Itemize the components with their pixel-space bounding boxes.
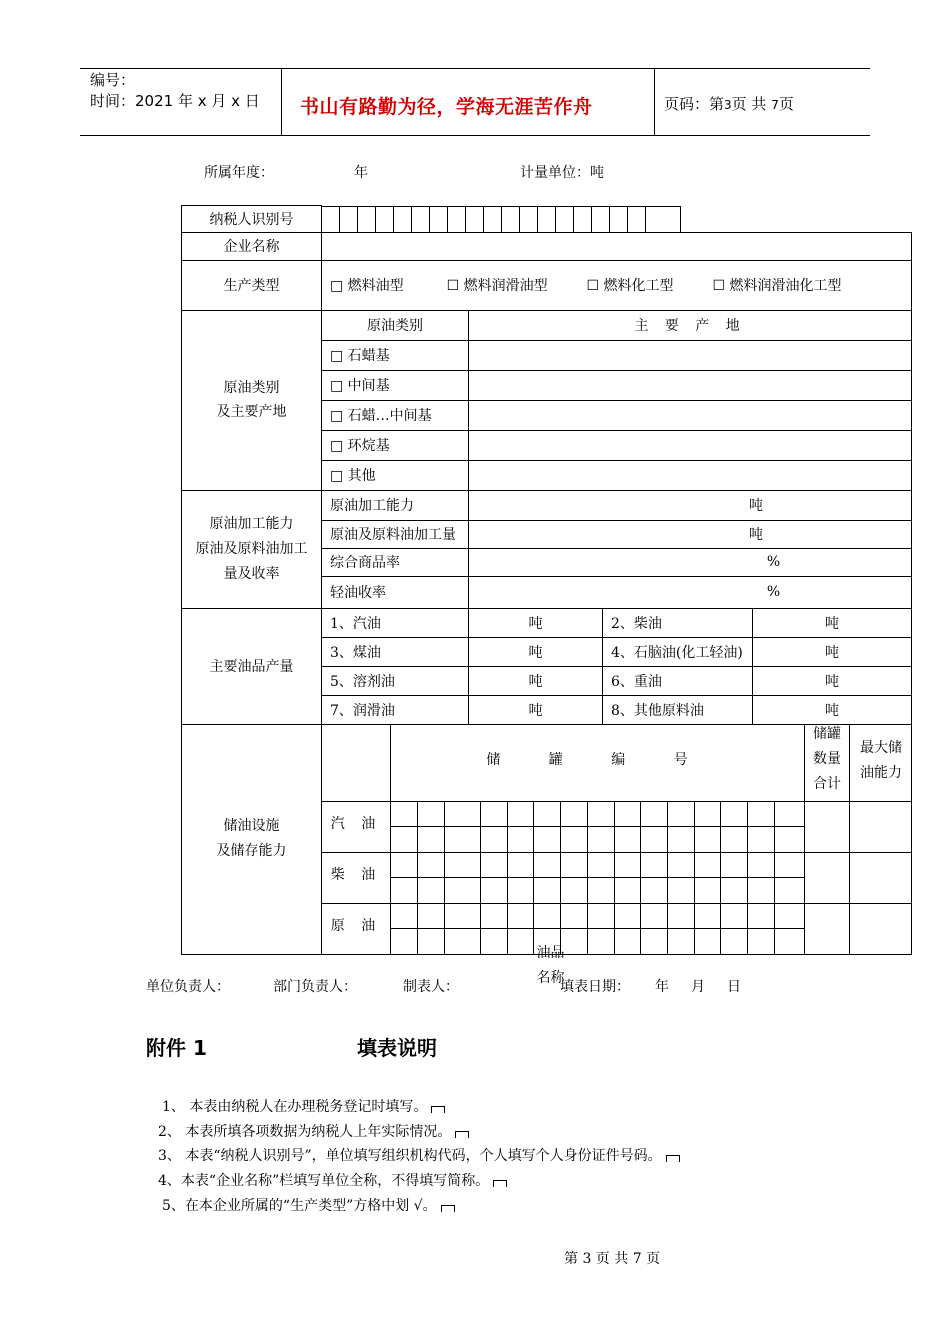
origin-header: 主 要 产 地 bbox=[469, 310, 912, 340]
crude-type-other[interactable]: □ 其他 bbox=[322, 460, 469, 490]
paragraph-mark-icon bbox=[493, 1180, 507, 1187]
taxpayer-id-field[interactable] bbox=[322, 206, 912, 233]
output-field-naphtha[interactable]: 吨 bbox=[753, 637, 912, 666]
processing-volume-field[interactable]: 吨 bbox=[469, 520, 912, 548]
output-label-diesel: 2、柴油 bbox=[603, 608, 753, 637]
production-type-fuel-lube[interactable]: ☐ 燃料润滑油型 bbox=[446, 278, 548, 294]
output-label-other-feed: 8、其他原料油 bbox=[603, 695, 753, 724]
production-type-fuel-chem[interactable]: ☐ 燃料化工型 bbox=[586, 278, 674, 294]
capacity-field[interactable]: 吨 bbox=[469, 490, 912, 520]
year-label: 所属年度： bbox=[204, 165, 274, 181]
unit-head-label: 单位负责人： bbox=[146, 979, 230, 995]
fill-date-month: 月 bbox=[691, 979, 705, 995]
storage-section-label: 储油设施 及储存能力 bbox=[182, 724, 322, 954]
production-type-fuel[interactable]: □ 燃料油型 bbox=[330, 278, 404, 294]
crude-type-naphthenic[interactable]: □ 环烷基 bbox=[322, 430, 469, 460]
unit-label: 计量单位：吨 bbox=[520, 165, 604, 181]
taxpayer-id-boxes bbox=[322, 206, 681, 232]
origin-field-paraffin-intermediate[interactable] bbox=[469, 400, 912, 430]
time-label: 时间：2021 年 x 月 x 日 bbox=[90, 92, 260, 110]
output-label-gasoline: 1、汽油 bbox=[322, 608, 469, 637]
product-name-header: 油品 名称 bbox=[536, 944, 565, 986]
registration-form-table bbox=[181, 205, 912, 986]
output-field-solvent[interactable]: 吨 bbox=[469, 666, 603, 695]
crude-section-label: 原油类别 及主要产地 bbox=[182, 310, 322, 490]
production-type-fuel-lube-chem[interactable]: ☐ 燃料润滑油化工型 bbox=[712, 278, 842, 294]
attachment-title: 填表说明 bbox=[357, 1036, 437, 1060]
output-label-naphtha: 4、石脑油(化工轻油) bbox=[603, 637, 753, 666]
output-label-solvent: 5、溶剂油 bbox=[322, 666, 469, 695]
light-oil-yield-field[interactable]: % bbox=[469, 576, 912, 608]
dept-head-label: 部门负责人： bbox=[273, 979, 357, 995]
header-top-rule bbox=[80, 68, 870, 69]
storage-product-crude: 原 油 bbox=[330, 918, 382, 934]
output-field-gasoline[interactable]: 吨 bbox=[469, 608, 603, 637]
note-1: 1、 本表由纳税人在办理税务登记时填写。 bbox=[162, 1096, 445, 1116]
company-name-label: 企业名称 bbox=[182, 232, 322, 260]
taxpayer-id-label: 纳税人识别号 bbox=[182, 206, 322, 233]
header-divider-left bbox=[281, 68, 282, 136]
note-5: 5、在本企业所属的“生产类型”方格中划 √。 bbox=[162, 1195, 455, 1215]
number-label: 编号： bbox=[90, 71, 136, 89]
header-divider-right bbox=[654, 68, 655, 136]
paragraph-mark-icon bbox=[455, 1131, 469, 1138]
note-3: 3、 本表“纳税人识别号”，单位填写组织机构代码，个人填写个人身份证件号码。 bbox=[158, 1145, 680, 1165]
tank-number-header: 储 罐 编 号 bbox=[486, 752, 710, 768]
output-section-label: 主要油品产量 bbox=[182, 608, 322, 724]
production-type-options bbox=[322, 260, 912, 310]
processing-volume-label: 原油及原料油加工量 bbox=[322, 520, 469, 548]
note-2: 2、 本表所填各项数据为纳税人上年实际情况。 bbox=[158, 1121, 469, 1141]
year-unit: 年 bbox=[354, 165, 368, 181]
origin-field-naphthenic[interactable] bbox=[469, 430, 912, 460]
header-bottom-rule bbox=[80, 135, 870, 136]
note-4: 4、本表“企业名称”栏填写单位全称，不得填写简称。 bbox=[158, 1170, 507, 1190]
output-field-lube[interactable]: 吨 bbox=[469, 695, 603, 724]
paragraph-mark-icon bbox=[431, 1106, 445, 1113]
output-label-heavy-oil: 6、重油 bbox=[603, 666, 753, 695]
company-name-field[interactable] bbox=[322, 232, 912, 260]
attachment-label: 附件 1 bbox=[146, 1036, 207, 1060]
origin-field-other[interactable] bbox=[469, 460, 912, 490]
crude-type-header: 原油类别 bbox=[322, 310, 469, 340]
paragraph-mark-icon bbox=[441, 1205, 455, 1212]
output-field-other-feed[interactable]: 吨 bbox=[753, 695, 912, 724]
paragraph-mark-icon bbox=[666, 1155, 680, 1162]
output-label-lube: 7、润滑油 bbox=[322, 695, 469, 724]
tank-count-header: 储罐 数量 合计 bbox=[813, 726, 841, 792]
fill-date-day: 日 bbox=[727, 979, 741, 995]
commodity-rate-field[interactable]: % bbox=[469, 548, 912, 576]
storage-product-gasoline: 汽 油 bbox=[330, 816, 382, 832]
output-field-kerosene[interactable]: 吨 bbox=[469, 637, 603, 666]
commodity-rate-label: 综合商品率 bbox=[322, 548, 469, 576]
origin-field-paraffin[interactable] bbox=[469, 340, 912, 370]
storage-product-diesel: 柴 油 bbox=[330, 867, 382, 883]
light-oil-yield-label: 轻油收率 bbox=[322, 576, 469, 608]
output-field-diesel[interactable]: 吨 bbox=[753, 608, 912, 637]
capacity-label: 原油加工能力 bbox=[322, 490, 469, 520]
header-left-block bbox=[90, 70, 260, 112]
crude-type-paraffin-intermediate[interactable]: □ 石蜡…中间基 bbox=[322, 400, 469, 430]
fill-date-label: 填表日期： bbox=[560, 979, 630, 995]
crude-type-paraffin[interactable]: □ 石蜡基 bbox=[322, 340, 469, 370]
page-footer: 第 3 页 共 7 页 bbox=[564, 1251, 661, 1267]
output-field-heavy-oil[interactable]: 吨 bbox=[753, 666, 912, 695]
header-motto: 书山有路勤为径，学海无涯苦作舟 bbox=[300, 96, 593, 118]
capacity-section-label: 原油加工能力 原油及原料油加工 量及收率 bbox=[182, 490, 322, 608]
max-capacity-header: 最大储 油能力 bbox=[860, 740, 902, 781]
preparer-label: 制表人： bbox=[403, 979, 459, 995]
output-label-kerosene: 3、煤油 bbox=[322, 637, 469, 666]
production-type-label: 生产类型 bbox=[182, 260, 322, 310]
crude-type-intermediate[interactable]: □ 中间基 bbox=[322, 370, 469, 400]
origin-field-intermediate[interactable] bbox=[469, 370, 912, 400]
header-page-info: 页码：第3页 共 7页 bbox=[664, 95, 794, 113]
fill-date-year: 年 bbox=[655, 979, 669, 995]
